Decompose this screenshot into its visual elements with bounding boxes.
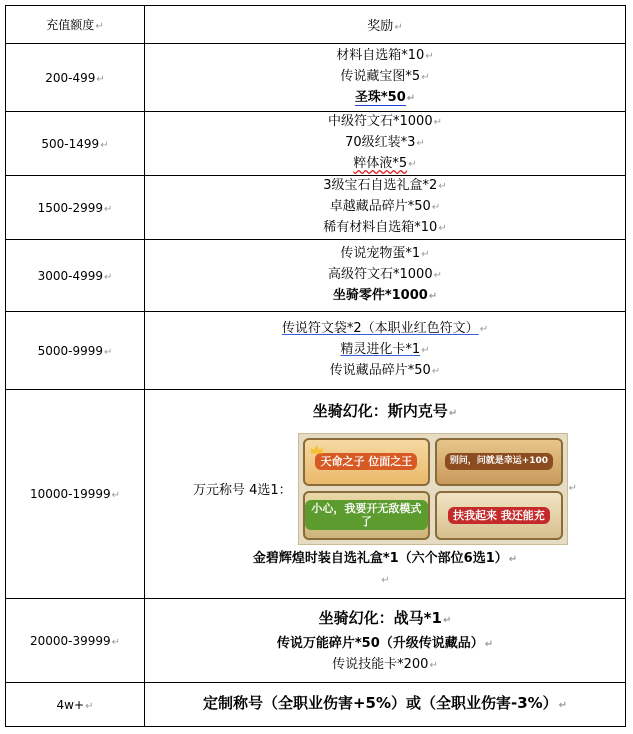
title-choice-label: 万元称号 4选1： <box>192 483 292 498</box>
reward-item <box>145 67 625 88</box>
reward-item-text: 材料自选箱*10 <box>336 48 425 63</box>
amount-text: 20000-39999 <box>29 633 111 648</box>
reward-item-text: 3级宝石自选礼盒*2 <box>323 178 438 193</box>
return-mark: ↵ <box>406 93 416 104</box>
reward-item-text: 传说藏品碎片*50 <box>329 363 431 378</box>
return-mark: ↵ <box>433 117 442 128</box>
amount-text: 500-1499 <box>41 136 100 151</box>
reward-item <box>145 340 625 361</box>
mount-skin-title <box>145 398 625 427</box>
reward-item-text: 传说万能碎片*50（升级传说藏品） <box>276 636 484 651</box>
return-mark: ↵ <box>408 159 417 170</box>
amount-text: 3000-4999 <box>37 268 104 283</box>
reward-item <box>145 634 625 655</box>
return-mark: ↵ <box>431 202 441 213</box>
outfit-item <box>145 549 625 570</box>
reward-item-text: 传说技能卡*200 <box>332 657 429 672</box>
header-reward-text: 奖励 <box>367 19 394 34</box>
amount-text: 200-499 <box>45 70 96 85</box>
reward-item <box>145 133 625 154</box>
reward-item <box>145 244 625 265</box>
return-mark: ↵ <box>438 181 447 192</box>
table-row <box>6 44 626 112</box>
return-mark: ↵ <box>111 490 121 501</box>
return-mark: ↵ <box>421 72 430 83</box>
return-mark: ↵ <box>442 615 452 626</box>
amount-cell <box>6 240 145 312</box>
reward-item-text: 圣珠*50 <box>354 90 406 105</box>
return-mark: ↵ <box>394 22 403 33</box>
return-mark: ↵ <box>428 291 438 302</box>
title-badge <box>303 491 431 540</box>
amount-cell <box>6 683 145 727</box>
title-badge <box>435 491 563 540</box>
table-header-row <box>6 6 626 44</box>
title-choice-row <box>145 433 625 545</box>
title-badge-text: 别问，问就是幸运+100 <box>445 453 553 470</box>
reward-item <box>145 286 625 307</box>
title-badge-text: 扶我起来 我还能充 <box>448 507 550 524</box>
reward-item <box>145 265 625 286</box>
crown-icon <box>311 446 323 454</box>
amount-cell <box>6 599 145 683</box>
amount-cell <box>6 44 145 112</box>
reward-item <box>145 176 625 197</box>
amount-cell <box>6 390 145 599</box>
title-badge <box>303 438 431 487</box>
reward-cell <box>145 683 626 727</box>
reward-item-text: 传说宠物蛋*1 <box>340 246 421 261</box>
amount-text: 5000-9999 <box>37 343 104 358</box>
reward-cell <box>145 390 626 599</box>
reward-cell <box>145 176 626 240</box>
return-mark: ↵ <box>96 73 105 85</box>
reward-item <box>145 112 625 133</box>
return-mark: ↵ <box>104 271 113 283</box>
table-row <box>6 176 626 240</box>
return-mark: ↵ <box>568 483 578 494</box>
table-row <box>6 683 626 727</box>
return-mark: ↵ <box>558 700 568 711</box>
title-badge-text: 天命之子 位面之王 <box>315 453 417 470</box>
reward-item-text: 坐骑零件*1000 <box>332 288 428 303</box>
reward-item-text: 卓越藏品碎片*50 <box>329 199 431 214</box>
header-reward <box>145 6 626 44</box>
reward-item-text: 传说符文袋*2（本职业红色符文） <box>281 321 479 336</box>
table-row <box>6 599 626 683</box>
return-mark: ↵ <box>111 636 121 648</box>
return-mark: ↵ <box>429 660 438 671</box>
table-row <box>6 240 626 312</box>
amount-text: 10000-19999 <box>29 487 111 501</box>
return-mark: ↵ <box>438 223 447 234</box>
return-mark: ↵ <box>381 574 390 586</box>
reward-item-text: 中级符文石*1000 <box>328 114 433 129</box>
return-mark: ↵ <box>448 407 458 419</box>
outfit-item-text: 金碧辉煌时装自选礼盒*1（六个部位6选1） <box>252 550 508 566</box>
amount-cell <box>6 112 145 176</box>
return-mark: ↵ <box>431 366 441 377</box>
table-row <box>6 390 626 599</box>
reward-table <box>5 5 626 727</box>
return-mark: ↵ <box>479 324 489 335</box>
amount-cell <box>6 312 145 390</box>
reward-cell <box>145 599 626 683</box>
title-badge-text: 小心，我要开无敌模式了 <box>305 500 429 530</box>
title-badge-grid <box>298 433 568 545</box>
reward-cell <box>145 240 626 312</box>
table-row <box>6 112 626 176</box>
return-mark: ↵ <box>484 639 494 650</box>
reward-item-text: 稀有材料自选箱*10 <box>323 220 438 235</box>
title-badge <box>435 438 563 487</box>
reward-item <box>145 319 625 340</box>
return-mark: ↵ <box>104 203 113 215</box>
return-mark: ↵ <box>508 553 518 565</box>
empty-paragraph <box>145 570 625 591</box>
reward-item <box>145 690 625 719</box>
reward-item-text: 精灵进化卡*1 <box>340 342 421 357</box>
reward-item-text: 坐骑幻化：战马*1 <box>318 609 442 627</box>
reward-item <box>145 361 625 382</box>
reward-item <box>145 154 625 175</box>
reward-item <box>145 218 625 239</box>
header-amount <box>6 6 145 44</box>
return-mark: ↵ <box>433 270 442 281</box>
return-mark: ↵ <box>421 345 430 356</box>
reward-item-text: 高级符文石*1000 <box>328 267 433 282</box>
table-row <box>6 312 626 390</box>
amount-text: 4w+ <box>56 697 85 712</box>
reward-cell <box>145 112 626 176</box>
return-mark: ↵ <box>104 346 113 358</box>
reward-item <box>145 605 625 634</box>
reward-item <box>145 88 625 109</box>
reward-cell <box>145 44 626 112</box>
reward-item-text: 粹体液*5 <box>353 156 408 171</box>
return-mark: ↵ <box>421 249 430 260</box>
reward-item-text: 传说藏宝图*5 <box>340 69 421 84</box>
reward-item-text: 70级红装*3 <box>345 135 416 150</box>
mount-skin-text: 坐骑幻化：斯内克号 <box>312 401 448 420</box>
reward-cell <box>145 312 626 390</box>
return-mark: ↵ <box>100 139 109 151</box>
return-mark: ↵ <box>425 51 434 62</box>
reward-item <box>145 197 625 218</box>
reward-item <box>145 655 625 676</box>
amount-cell <box>6 176 145 240</box>
reward-item-text: 定制称号（全职业伤害+5%）或（全职业伤害-3%） <box>202 694 558 712</box>
return-mark: ↵ <box>416 138 425 149</box>
return-mark: ↵ <box>95 21 104 32</box>
return-mark: ↵ <box>85 700 94 712</box>
reward-item <box>145 46 625 67</box>
amount-text: 1500-2999 <box>37 200 104 215</box>
header-amount-text: 充值额度 <box>46 18 95 32</box>
